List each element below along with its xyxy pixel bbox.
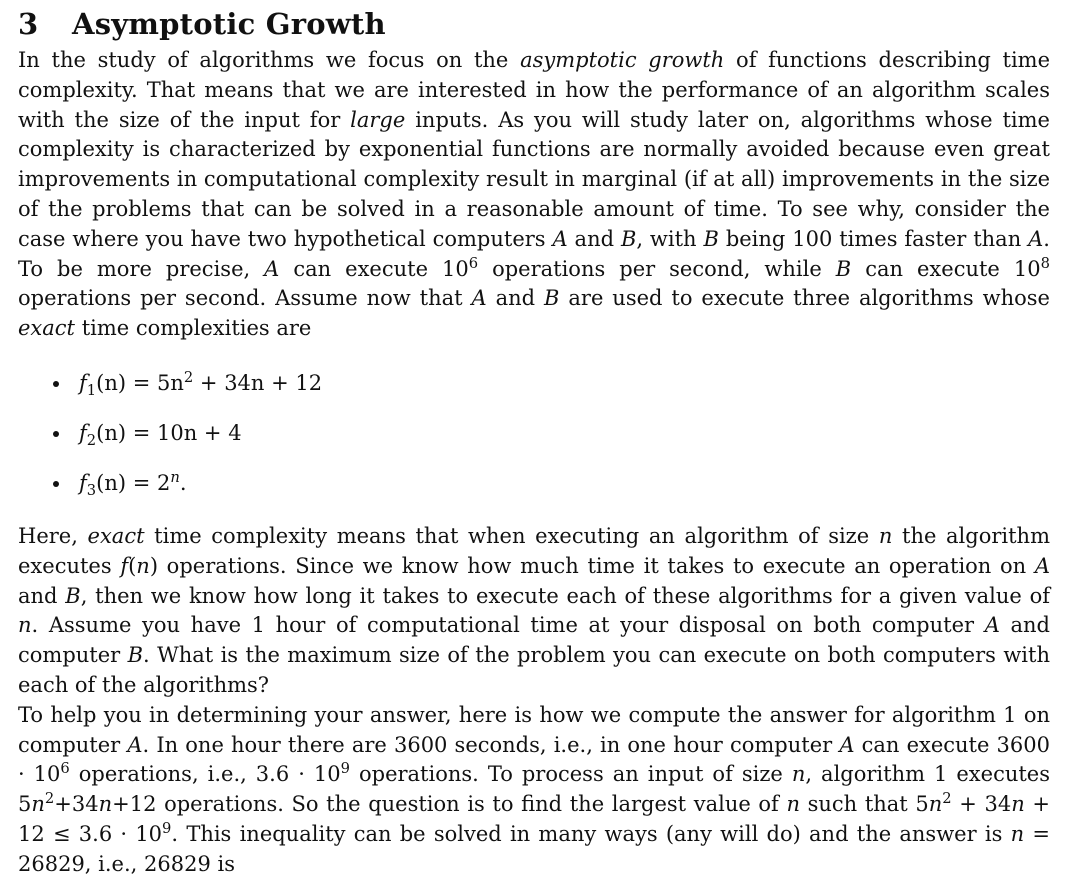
list-item: $f_3(n) = 2^n$. bbox=[18, 468, 1050, 498]
exact-complexity-paragraph: Here, exact time complexity means that when executing an algorithm of size n the algorithm executes f(n) operations. Since we know how much time it takes to execute an operation on A and B, then we know how long it takes to execute each of these algorithms for a given value of n. Assume you have 1 hour of computational time at your disposal on both computer A and computer B. What is the maximum size of the problem you can execute on both computers with each of the algorithms? bbox=[18, 523, 1050, 697]
section-heading bbox=[18, 0, 1050, 46]
list-item: $f_2(n) = 10n + 4$ bbox=[18, 418, 1050, 468]
intro-paragraph: In the study of algorithms we focus on the asymptotic growth of functions describing time complexity. That means that we are interested in how the performance of an algorithm scales with the size of the input for large inputs. As you will study later on, algorithms whose time complexity is characterized by exponential functions are normally avoided because even great improvements in computational complexity result in marginal (if at all) improvements in the size of the problems that can be solved in a reasonable amount of time. To see why, consider the case where you have two hypothetical computers A and B, with B being 100 times faster than A. To be more precise, A can execute $10^6$ operations per second, while B can execute $10^8$ operations per second. Assume now that A and B are used to execute three algorithms whose exact time complexities are bbox=[18, 48, 1050, 341]
section-number: 3 bbox=[18, 7, 39, 41]
section-title: Asymptotic Growth bbox=[72, 7, 386, 41]
worked-example-paragraph: To help you in determining your answer, here is how we compute the answer for algorithm 1 on computer A. In one hour there are 3600 seconds, i.e., in one hour computer A can execute $3600 \cdot 10^6$ operations, i.e., $3.6 \cdot 10^9$ operations. To process an input of size n, algorithm 1 executes $5n^2+34n+12$ operations. So the question is to find the largest value of n such that $5n^2 + 34n + 12 \le 3.6 \cdot 10^9$. This inequality can be solved in many ways (any will do) and the answer is n = 26829, i.e., 26829 is bbox=[18, 702, 1050, 876]
document-page bbox=[18, 0, 1050, 880]
complexity-function-list bbox=[18, 368, 1050, 498]
list-item: $f_1(n) = 5n^2 + 34n + 12$ bbox=[18, 368, 1050, 418]
